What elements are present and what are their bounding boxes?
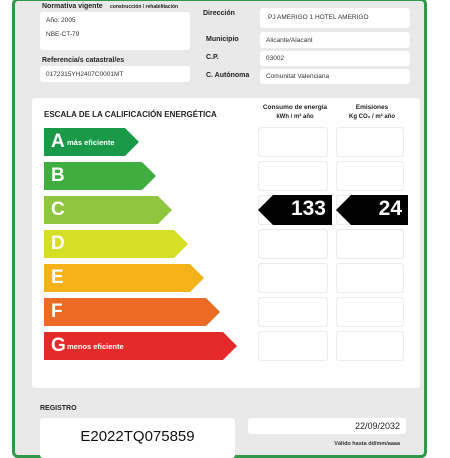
consumo-cell bbox=[258, 229, 328, 259]
consumo-unit: kWh / m² año bbox=[276, 114, 314, 120]
class-description: más eficiente bbox=[67, 138, 115, 147]
class-letter: A bbox=[51, 131, 65, 152]
class-arrow-b bbox=[44, 162, 156, 190]
class-arrow-d bbox=[44, 230, 188, 258]
class-letter: G bbox=[51, 335, 66, 356]
emisiones-cell bbox=[336, 229, 404, 259]
class-letter: E bbox=[51, 267, 64, 288]
direccion-label: Dirección bbox=[203, 10, 235, 17]
class-letter: D bbox=[51, 233, 65, 254]
consumo-cell bbox=[258, 297, 328, 327]
emisiones-cell bbox=[336, 297, 404, 327]
cp-label: C.P. bbox=[206, 54, 219, 61]
referencia-label: Referencia/s catastral/es bbox=[42, 57, 125, 64]
norma-value: NBE-CT-79 bbox=[46, 31, 80, 38]
class-arrow-g bbox=[44, 332, 237, 360]
direccion-value: PJ AMERIGO 1 HOTEL AMERIGO bbox=[268, 14, 369, 21]
emisiones-rating-marker bbox=[336, 195, 408, 225]
rating-value: 24 bbox=[378, 197, 402, 220]
class-description: menos eficiente bbox=[67, 342, 124, 351]
header-section bbox=[30, 0, 420, 90]
registro-label: REGISTRO bbox=[40, 405, 77, 412]
cp-value: 03002 bbox=[266, 55, 285, 62]
class-letter: B bbox=[51, 165, 65, 186]
registro-number: E2022TQ075859 bbox=[80, 428, 195, 445]
autonomia-value: Comunitat Valenciana bbox=[266, 73, 330, 80]
valid-date: 22/09/2032 bbox=[354, 421, 400, 431]
referencia-value: 0172315YH2407C0001MT bbox=[46, 71, 124, 78]
consumo-cell bbox=[258, 331, 328, 361]
emisiones-cell bbox=[336, 331, 404, 361]
consumo-cell bbox=[258, 263, 328, 293]
normativa-label: Normativa vigente bbox=[42, 3, 103, 10]
class-arrow-f bbox=[44, 298, 220, 326]
ano-value: Año: 2005 bbox=[46, 17, 76, 24]
emisiones-cell bbox=[336, 127, 404, 157]
consumo-cell bbox=[258, 127, 328, 157]
emisiones-cell bbox=[336, 263, 404, 293]
municipio-label: Municipio bbox=[206, 36, 239, 43]
class-arrow-a bbox=[44, 128, 139, 156]
consumo-header: Consumo de energía bbox=[262, 104, 328, 111]
emisiones-unit: Kg CO₂ / m² año bbox=[349, 114, 395, 120]
consumo-cell bbox=[258, 161, 328, 191]
emisiones-header: Emisiones bbox=[355, 104, 389, 111]
municipio-value: Alicante/Alacant bbox=[266, 37, 313, 44]
consumo-rating-marker bbox=[258, 195, 332, 225]
class-arrow-e bbox=[44, 264, 204, 292]
class-letter: F bbox=[51, 301, 63, 322]
emisiones-cell bbox=[336, 161, 404, 191]
class-arrow-c bbox=[44, 196, 172, 224]
scale-title: ESCALA DE LA CALIFICACIÓN ENERGÉTICA bbox=[44, 110, 217, 119]
valid-label: Válido hasta dd/mm/aaaa bbox=[334, 441, 400, 447]
rating-value: 133 bbox=[290, 197, 326, 220]
autonomia-label: C. Autónoma bbox=[206, 72, 250, 79]
class-letter: C bbox=[51, 199, 65, 220]
normativa-sublabel: construcción / rehabilitación bbox=[110, 4, 179, 10]
